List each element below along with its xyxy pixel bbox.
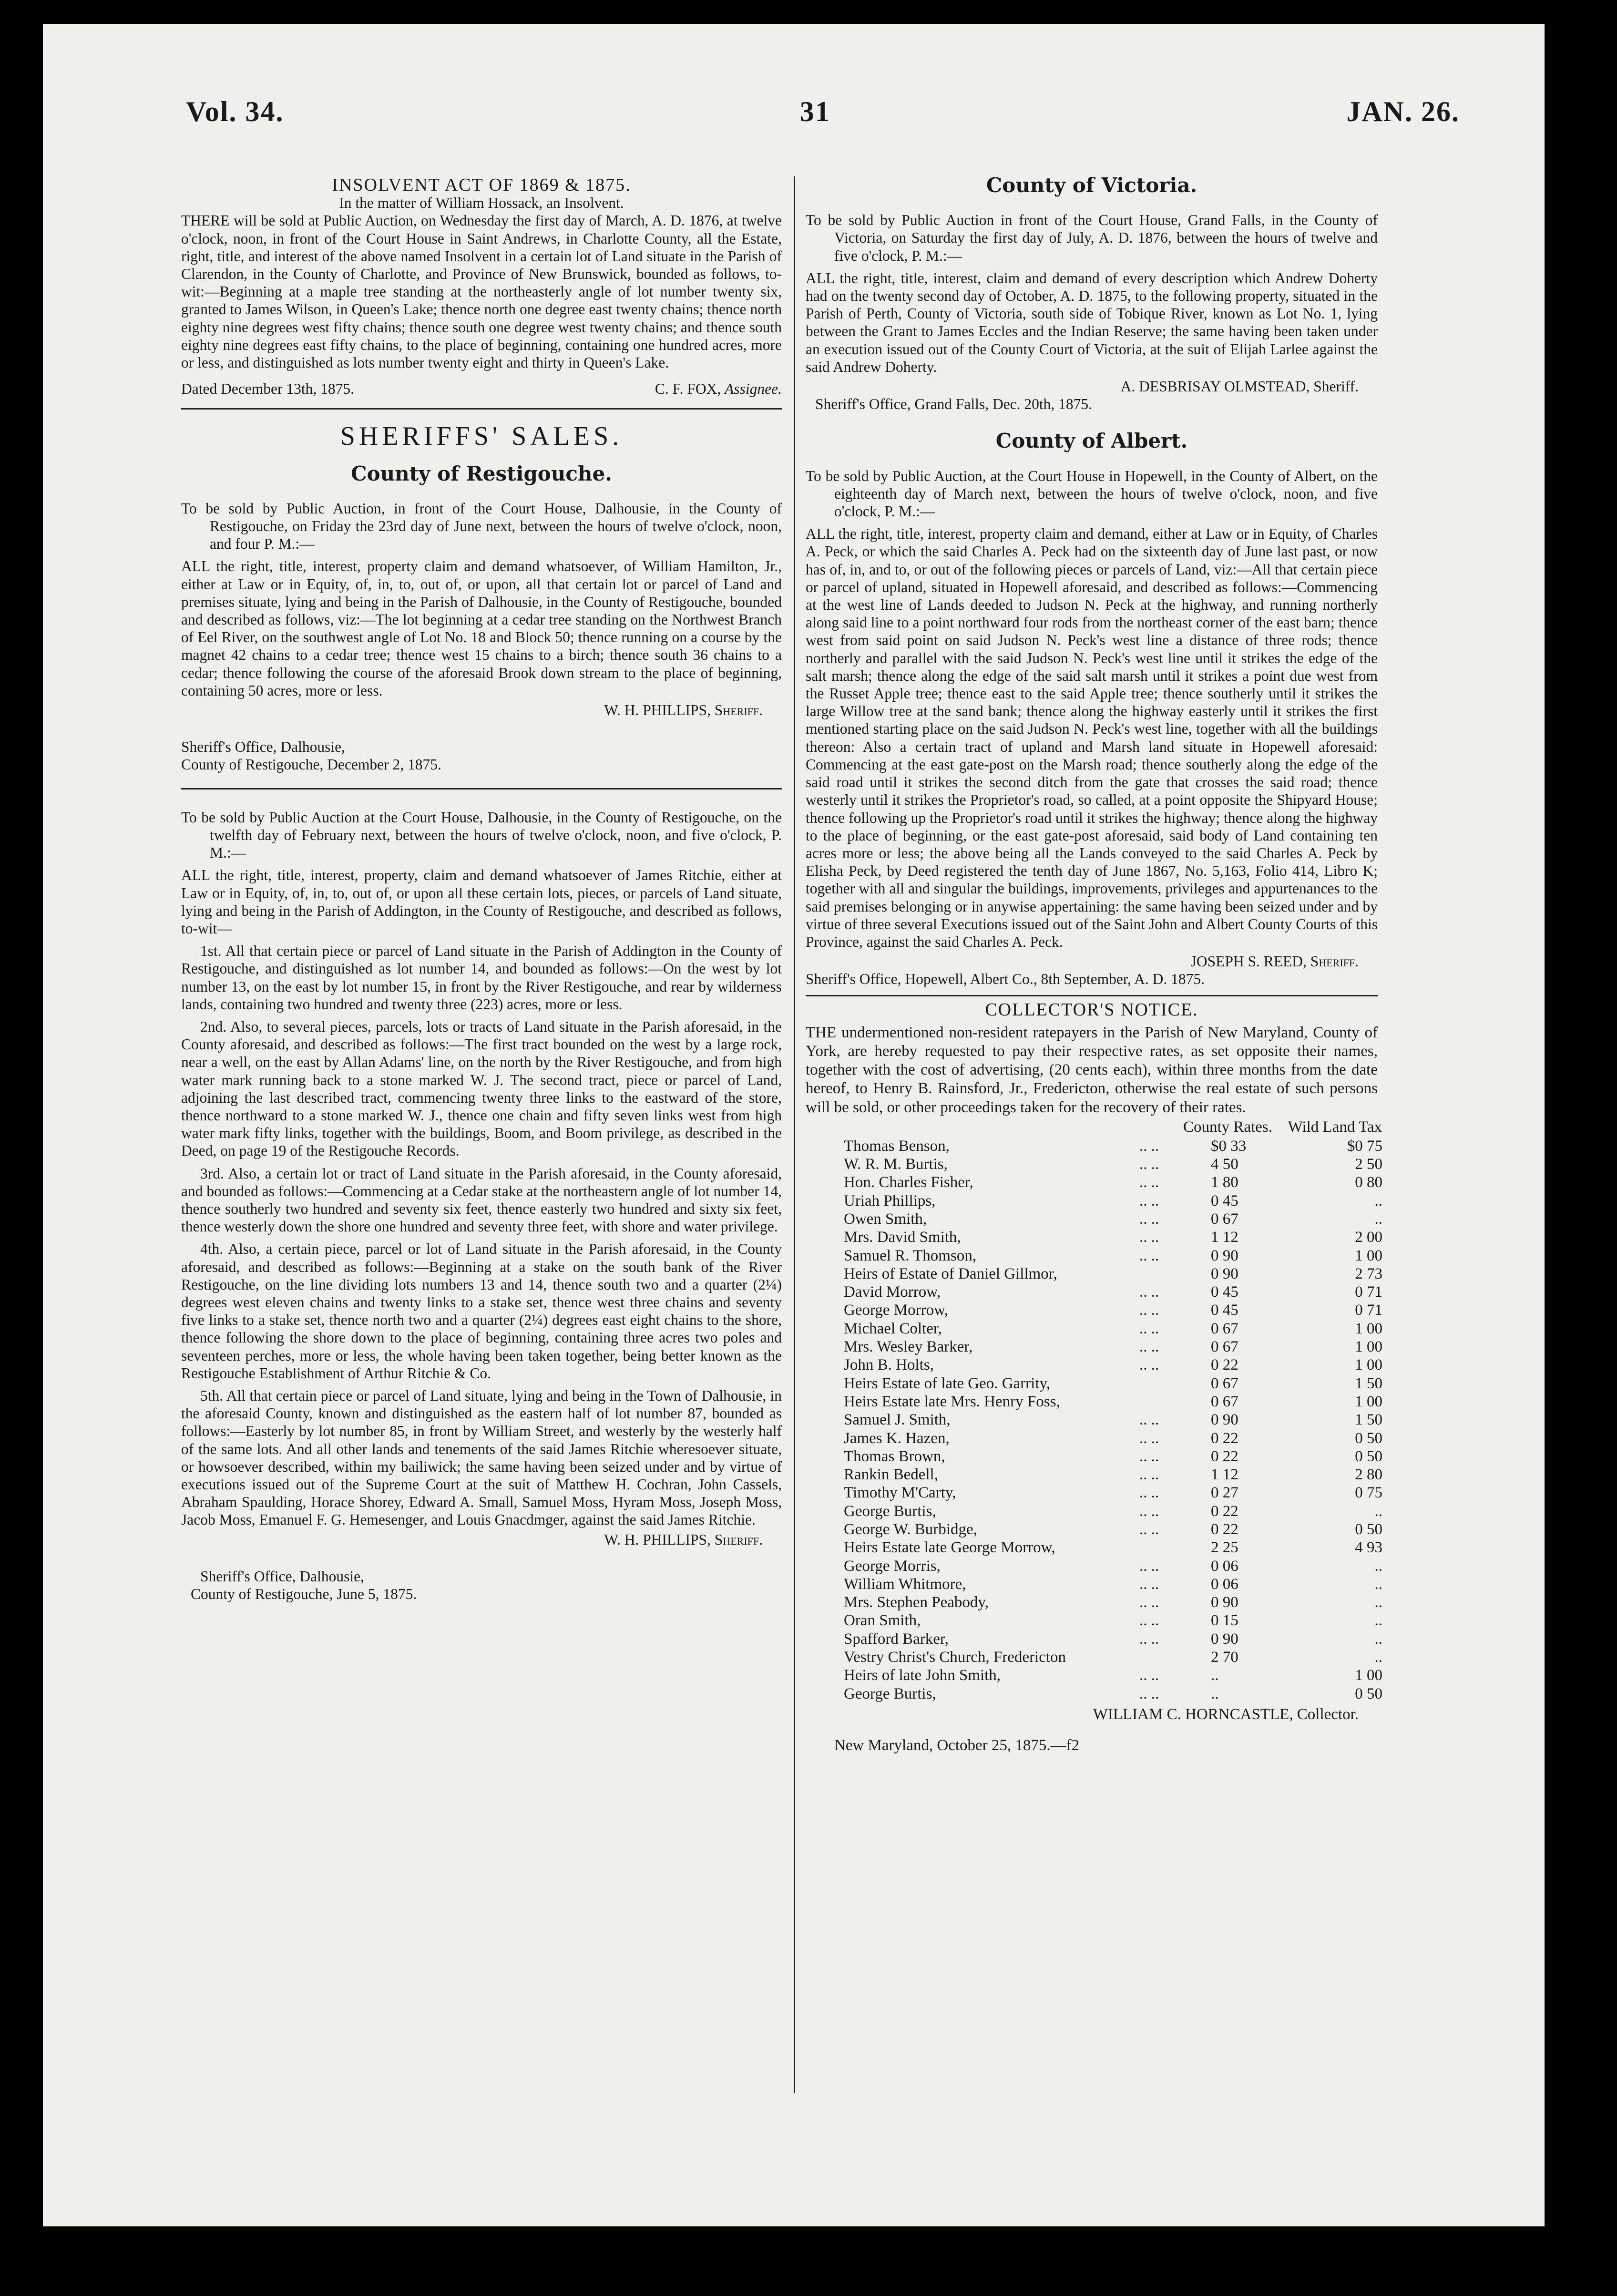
leader-dots: .. ..	[1139, 1247, 1159, 1264]
table-row	[844, 1520, 1382, 1538]
table-row	[844, 1666, 1382, 1684]
victoria-notice	[806, 176, 1378, 413]
leader-dots: .. ..	[1139, 1466, 1159, 1484]
sheriff-signature	[806, 953, 1378, 970]
collectors-notice-title: COLLECTOR'S NOTICE.	[985, 999, 1198, 1020]
leader-dots: .. ..	[1139, 1594, 1159, 1611]
leader-dots: .. ..	[1139, 1137, 1159, 1155]
collector-dated: New Maryland, October 25, 1875.—f2	[834, 1737, 1080, 1754]
wild-land-tax: ..	[1374, 1210, 1382, 1228]
table-row	[844, 1155, 1382, 1173]
leader-dots: .. ..	[1139, 1612, 1159, 1630]
insolvent-assignee	[655, 380, 782, 398]
county-rate: 0 90	[1211, 1265, 1238, 1282]
ratepayer-name: Mrs. Stephen Peabody,	[844, 1594, 989, 1611]
wild-land-tax: ..	[1374, 1594, 1382, 1611]
insolvent-signature-row	[181, 380, 782, 398]
county-rate: 0 67	[1211, 1338, 1238, 1356]
insolvent-notice	[181, 176, 782, 398]
left-column	[181, 176, 782, 1603]
wild-land-tax: 2 73	[1355, 1265, 1382, 1282]
parcel-5: 5th. All that certain piece or parcel of Land situate, lying and being in the Town of Dalhousie, in the aforesaid County, known and distinguished as the eastern half of lot number 87, bounded as follows:—Easterly by lot number 85, in front by William Street, and westerly by the westerly half of the same lots. And all other lands and tenements of the said James Ritchie wheresoever situate, or howsoever described, within my bailiwick; the same having been seized under and by virtue of executions issued out of the Supreme Court at the suit of Matthew H. Cochran, John Cassels, Abraham Spaulding, Horace Shorey, Edward A. Small, Samuel Moss, Hyram Moss, Joseph Moss, Jacob Moss, Emanuel F. G. Hemesenger, and Louis Gnacdmger, against the said James Ritchie.	[181, 1387, 782, 1528]
county-rate: 0 22	[1211, 1429, 1238, 1447]
wild-land-tax: 1 00	[1355, 1320, 1382, 1337]
leader-dots: .. ..	[1139, 1447, 1159, 1465]
wild-land-tax: 0 50	[1355, 1520, 1382, 1538]
wild-land-tax: 1 00	[1355, 1247, 1382, 1264]
wild-land-tax: 1 50	[1355, 1411, 1382, 1429]
wild-land-tax: ..	[1374, 1575, 1382, 1593]
wild-land-tax: ..	[1374, 1630, 1382, 1648]
ratepayer-name: Samuel J. Smith,	[844, 1411, 951, 1429]
sale-body: ALL the right, title, interest, claim and demand of every description which Andrew Doherty had on the twenty second day of October, A. D. 1875, to the following property, situated in the Parish of Perth, County of Victoria, south side of Tobique River, known as Lot No. 1, lying between the Grant to James Eccles and the Indian Reserve; the same having been taken under an execution issued out of the County Court of Victoria, at the suit of Elijah Larlee against the said Andrew Doherty.	[806, 269, 1378, 375]
ratepayer-name: Heirs Estate of late Geo. Garrity,	[844, 1374, 1051, 1392]
ratepayer-name: George Morrow,	[844, 1302, 949, 1319]
table-row	[844, 1247, 1382, 1265]
wild-land-tax: 0 50	[1355, 1447, 1382, 1465]
sheriff-title: Sheriff.	[714, 1531, 763, 1548]
county-rate: $0 33	[1211, 1137, 1247, 1155]
wild-land-tax: 0 71	[1355, 1283, 1382, 1301]
collectors-notice-body: THE undermentioned non-resident ratepayers in the Parish of New Maryland, County of York, are hereby requested to pay their respective rates, as set opposite their names, together with the cost of advertising, (20 cents each), within three months from the date hereof, to Henry B. Rainsford, Jr., Fredericton, otherwise the real estate of such persons will be sold, or other proceedings taken for the recovery of their rates.	[806, 1024, 1378, 1116]
county-rate: 2 25	[1211, 1539, 1238, 1557]
wild-land-tax: 0 50	[1355, 1429, 1382, 1447]
leader-dots	[1139, 1648, 1211, 1666]
sale-intro: To be sold by Public Auction, at the Court House in Hopewell, in the County of Albert, on the eighteenth day of March next, between the hours of twelve o'clock, noon, and five o'clock, P. M.:—	[806, 467, 1378, 520]
restigouche-sale-1	[181, 500, 782, 774]
insolvent-matter: In the matter of William Hossack, an Insolvent.	[339, 195, 624, 212]
county-rate: ..	[1211, 1667, 1219, 1684]
table-row	[844, 1630, 1382, 1648]
leader-dots: .. ..	[1139, 1229, 1159, 1246]
leader-dots: .. ..	[1139, 1210, 1159, 1228]
insolvent-body: THERE will be sold at Public Auction, on Wednesday the first day of March, A. D. 1876, at twelve o'clock, noon, in front of the Court House in Saint Andrews, in Charlotte County, all the Estate, right, title, and interest of the above named Insolvent in a certain lot of Land situate in the Parish of Clarendon, in the County of Charlotte, and Province of New Brunswick, bounded as follows, to-wit:—Beginning at a maple tree standing at the northeasterly angle of lot number twenty six, granted to James Wilson, in Queen's Lake; thence north one degree east twenty chains; thence north eighty nine degrees west fifty chains; thence south one degree west twenty chains; and thence south eighty nine degrees east fifty chains, to the place of beginning, containing one hundred acres, more or less, and distinguished as lots number twenty eight and thirty in Queen's Lake.	[181, 212, 782, 371]
county-rate: 0 27	[1211, 1484, 1238, 1502]
county-rate: 0 67	[1211, 1320, 1238, 1337]
restigouche-sale-2	[181, 809, 782, 1603]
table-row	[844, 1192, 1382, 1210]
assignee-name: C. F. FOX,	[655, 380, 721, 398]
leader-dots: .. ..	[1139, 1338, 1159, 1356]
ratepayer-name: George Burtis,	[844, 1685, 936, 1702]
section-rule	[181, 788, 782, 789]
wild-land-tax: 1 50	[1355, 1374, 1382, 1392]
county-rate: 1 12	[1211, 1229, 1238, 1246]
sheriff-office-line: Sheriff's Office, Grand Falls, Dec. 20th, 1875.	[815, 396, 1093, 413]
collector-signature: WILLIAM C. HORNCASTLE, Collector.	[1093, 1705, 1359, 1723]
sheriff-office-line: Sheriff's Office, Hopewell, Albert Co., 8th September, A. D. 1875.	[806, 971, 1205, 988]
sheriff-name: W. H. PHILLIPS,	[604, 1531, 711, 1548]
assignee-title: Assignee.	[725, 380, 782, 398]
sale-intro: To be sold by Public Auction, in front of the Court House, Dalhousie, in the County of Restigouche, on Friday the 23rd day of June next, between the hours of twelve o'clock, noon, and four P. M.:—	[181, 500, 782, 553]
sale-intro: To be sold by Public Auction at the Court House, Dalhousie, in the County of Restigouche, on the twelfth day of February next, between the hours of twelve o'clock, noon, and five o'clock, P. M.:—	[181, 809, 782, 861]
ratepayer-name: Heirs of Estate of Daniel Gillmor,	[844, 1265, 1057, 1282]
wild-land-tax: $0 75	[1347, 1137, 1382, 1155]
table-row	[844, 1447, 1382, 1466]
parcel-1: 1st. All that certain piece or parcel of Land situate in the Parish of Addington in the County of Restigouche, and distinguished as lot number 14, and bounded as follows:—On the west by lot number 13, on the east by lot number 15, in front by the River Restigouche, and rear by wilderness lands, containing two hundred and twenty three (223) acres, more or less.	[181, 943, 782, 1013]
table-row	[844, 1557, 1382, 1575]
leader-dots: .. ..	[1139, 1667, 1159, 1684]
county-rate: 0 67	[1211, 1210, 1238, 1228]
collectors-notice	[806, 999, 1382, 1755]
leader-dots: .. ..	[1139, 1685, 1159, 1702]
albert-notice	[806, 429, 1378, 988]
wild-land-tax: 1 00	[1355, 1667, 1382, 1684]
table-row	[844, 1301, 1382, 1319]
table-row	[844, 1210, 1382, 1228]
leader-dots	[1139, 1265, 1211, 1283]
ratepayer-name: Oran Smith,	[844, 1612, 921, 1630]
leader-dots: .. ..	[1139, 1411, 1159, 1429]
sale-body: ALL the right, title, interest, property claim and demand, either at Law or in Equity, of Charles A. Peck, or which the said Charles A. Peck had on the sixteenth day of June last past, or now has of, in, and to, or out of the following pieces or parcels of Land, viz:—All that certain piece or parcel of upland, situated in Hopewell aforesaid, and described as follows:—Commencing at the west line of Lands deeded to Judson N. Peck at the highway, and running northerly along said line to a point northward four rods from the northeast corner of the east barn; thence west from said point on said Judson N. Peck's west line a distance of three rods; thence northerly and parallel with the said Judson N. Peck's west line until it strikes the edge of the salt marsh; thence along the edge of the said salt marsh until it strikes a point due west from the Russet Apple tree; thence east to the said Apple tree; thence southerly until it strikes the large Willow tree at the sand bank; thence along the highway easterly until it strikes the first mentioned starting place on the said Judson N. Peck's west line, together with all the buildings thereon: Also a certain tract of upland and Marsh land situate in Hopewell aforesaid: Commencing at the east gate-post on the Marsh road; thence southerly along the edge of the said road until it strikes the second ditch from the gate that crosses the said road; thence westerly until it strikes the Proprietor's road, so called, at a point opposite the Shipyard House; thence following up the Proprietor's road until it strikes the highway; thence along the highway to the place of beginning, or the east gate-post aforesaid, said body of Land containing ten acres more or less; the above being all the Lands conveyed to the said Charles A. Peck by Elisha Peck, by Deed registered the tenth day of June 1867, No. 5,163, Folio 414, Libro K; together with all and singular the buildings, improvements, privileges and appurtenances to the said premises belonging or in anywise appertaining: the same having been seized under and by virtue of three several Executions issued out of the Saint John and Albert County Courts of this Province, against the said Charles A. Peck.	[806, 525, 1378, 950]
county-rate: 0 15	[1211, 1612, 1238, 1630]
county-rate: 0 90	[1211, 1247, 1238, 1264]
rates-table-body	[844, 1137, 1382, 1703]
leader-dots: .. ..	[1139, 1156, 1159, 1173]
county-rate: 0 90	[1211, 1594, 1238, 1611]
sheriffs-sales-title: SHERIFFS' SALES.	[340, 421, 623, 451]
table-row	[844, 1575, 1382, 1593]
sheriff-office-line: Sheriff's Office, Dalhousie,	[200, 1568, 364, 1585]
leader-dots: .. ..	[1139, 1174, 1159, 1191]
wild-land-tax: 1 00	[1355, 1393, 1382, 1410]
leader-dots: .. ..	[1139, 1502, 1159, 1520]
table-row	[844, 1137, 1382, 1155]
leader-dots	[1139, 1393, 1211, 1411]
table-row	[844, 1593, 1382, 1611]
county-rates-header: County Rates.	[1183, 1118, 1272, 1136]
wild-land-tax: 2 80	[1355, 1466, 1382, 1484]
wild-land-tax: 1 00	[1355, 1356, 1382, 1374]
sheriff-office-date: County of Restigouche, December 2, 1875.	[181, 756, 441, 773]
table-row	[844, 1265, 1382, 1283]
leader-dots: .. ..	[1139, 1484, 1159, 1502]
county-rate: 0 22	[1211, 1356, 1238, 1374]
county-albert-heading: County of Albert.	[995, 429, 1188, 453]
column-divider	[794, 176, 795, 2093]
leader-dots: .. ..	[1139, 1520, 1159, 1538]
wild-land-tax-header: Wild Land Tax	[1288, 1118, 1382, 1136]
table-row	[844, 1338, 1382, 1356]
wild-land-tax: 0 80	[1355, 1174, 1382, 1191]
right-column	[806, 174, 1382, 1754]
table-row	[844, 1484, 1382, 1502]
wild-land-tax: ..	[1374, 1192, 1382, 1210]
ratepayer-name: James K. Hazen,	[844, 1429, 950, 1447]
ratepayer-name: Samuel R. Thomson,	[844, 1247, 977, 1264]
ratepayer-name: Mrs. Wesley Barker,	[844, 1338, 973, 1356]
ratepayer-name: William Whitmore,	[844, 1575, 966, 1593]
table-row	[844, 1611, 1382, 1630]
county-rate: 4 50	[1211, 1156, 1238, 1173]
rates-table	[844, 1117, 1382, 1703]
sheriff-signature	[181, 1531, 782, 1548]
sheriff-title: Sheriff.	[714, 702, 763, 719]
table-row	[844, 1374, 1382, 1393]
county-rate: 0 22	[1211, 1447, 1238, 1465]
table-row	[844, 1502, 1382, 1520]
county-rate: 0 45	[1211, 1192, 1238, 1210]
ratepayer-name: Uriah Phillips,	[844, 1192, 936, 1210]
sale-intro: To be sold by Public Auction in front of the Court House, Grand Falls, in the County of Victoria, on Saturday the first day of July, A. D. 1876, between the hours of twelve and five o'clock, P. M.:—	[806, 212, 1378, 264]
ratepayer-name: Spafford Barker,	[844, 1630, 949, 1648]
wild-land-tax: 0 75	[1355, 1484, 1382, 1502]
sale-body: ALL the right, title, interest, property claim and demand whatsoever, of William Hamilton, Jr., either at Law or in Equity, of, in, to, out of, or upon, all that certain lot or parcel of Land and premises situate, lying and being in the Parish of Dalhousie, in the County of Restigouche, bounded and described as follows, viz:—The lot beginning at a cedar tree standing on the Northwest Branch of Eel River, on the southwest angle of Lot No. 18 and Block 50; thence running on a course by the magnet 42 chains to a cedar tree; thence west 15 chains to a birch; thence south 36 chains to a cedar; thence following the course of the aforesaid Brook down stream to the place of beginning, containing 50 acres, more or less.	[181, 558, 782, 699]
ratepayer-name: Owen Smith,	[844, 1210, 927, 1228]
ratepayer-name: Michael Colter,	[844, 1320, 942, 1337]
ratepayer-name: Thomas Brown,	[844, 1447, 945, 1465]
table-row	[844, 1320, 1382, 1338]
wild-land-tax: ..	[1374, 1557, 1382, 1575]
insolvent-title: INSOLVENT ACT OF 1869 & 1875.	[332, 175, 631, 195]
ratepayer-name: George W. Burbidge,	[844, 1520, 977, 1538]
ratepayer-name: John B. Holts,	[844, 1356, 934, 1374]
page-number: 31	[799, 96, 830, 127]
leader-dots	[1139, 1374, 1211, 1393]
page-header	[186, 95, 1460, 148]
leader-dots: .. ..	[1139, 1302, 1159, 1319]
sheriff-signature: A. DESBRISAY OLMSTEAD, Sheriff.	[1120, 378, 1359, 395]
section-rule	[806, 995, 1378, 996]
section-rule	[181, 408, 782, 410]
ratepayer-name: George Burtis,	[844, 1502, 936, 1520]
wild-land-tax: ..	[1374, 1649, 1382, 1666]
ratepayer-name: Vestry Christ's Church, Fredericton	[844, 1649, 1066, 1666]
volume-number: Vol. 34.	[186, 96, 284, 127]
ratepayer-name: Thomas Benson,	[844, 1137, 950, 1155]
leader-dots: .. ..	[1139, 1630, 1159, 1648]
sheriff-name: W. H. PHILLIPS,	[604, 702, 711, 719]
table-row	[844, 1356, 1382, 1374]
county-rate: ..	[1211, 1685, 1219, 1702]
wild-land-tax: 0 71	[1355, 1302, 1382, 1319]
table-row	[844, 1283, 1382, 1301]
county-rate: 0 67	[1211, 1393, 1238, 1410]
wild-land-tax: 0 50	[1355, 1685, 1382, 1702]
parcel-4: 4th. Also, a certain piece, parcel or lot of Land situate in the Parish aforesaid, in the County aforesaid, and described as follows:—Beginning at a stake on the south bank of the River Restigouche, on the line dividing lots numbers 13 and 14, thence south two and a quarter (2¼) degrees west eleven chains and twenty links to a stake set, thence west three chains and seventy five links to a stake set, thence north two and a quarter (2¼) degrees east eight chains to the shore, thence following the shore down to the place of beginning, containing three acres two poles and seventeen perches, more or less, the whole having been taken together, being better known as the Restigouche Establishment of Arthur Ritchie & Co.	[181, 1240, 782, 1382]
sheriff-name: JOSEPH S. REED,	[1190, 953, 1307, 970]
county-rate: 0 67	[1211, 1374, 1238, 1392]
county-rate: 0 45	[1211, 1283, 1238, 1301]
issue-date: JAN. 26.	[1346, 96, 1460, 127]
ratepayer-name: Hon. Charles Fisher,	[844, 1174, 973, 1191]
table-row	[844, 1411, 1382, 1429]
leader-dots: .. ..	[1139, 1320, 1159, 1337]
parcel-2: 2nd. Also, to several pieces, parcels, lots or tracts of Land situate in the Parish aforesaid, in the County aforesaid, and described as follows:—The first tract bounded on the west by a large rock, near a well, on the east by Allan Adams' line, on the north by the River Restigouche, and from high water mark running back to a stone marked W. J. The second tract, piece or parcel of Land, adjoining the last described tract, commencing twenty three links to the eastward of the store, thence northward to a stone marked W. J., thence one chain and fifty seven links west from high water mark fifty links, together with the buildings, Boom, and Boom privilege, as described in the Deed, on page 19 of the Restigouche Records.	[181, 1018, 782, 1159]
ratepayer-name: Mrs. David Smith,	[844, 1229, 961, 1246]
county-rate: 0 90	[1211, 1411, 1238, 1429]
wild-land-tax: 2 00	[1355, 1229, 1382, 1246]
table-row	[844, 1228, 1382, 1246]
wild-land-tax: ..	[1374, 1502, 1382, 1520]
ratepayer-name: Heirs Estate late George Morrow,	[844, 1539, 1055, 1557]
county-rate: 0 22	[1211, 1520, 1238, 1538]
leader-dots: .. ..	[1139, 1429, 1159, 1447]
county-rate: 0 90	[1211, 1630, 1238, 1648]
ratepayer-name: Heirs Estate late Mrs. Henry Foss,	[844, 1393, 1060, 1410]
table-row	[844, 1393, 1382, 1411]
table-row	[844, 1685, 1382, 1703]
table-row	[844, 1466, 1382, 1484]
ratepayer-name: Timothy M'Carty,	[844, 1484, 956, 1502]
ratepayer-name: W. R. M. Burtis,	[844, 1156, 948, 1173]
leader-dots: .. ..	[1139, 1283, 1159, 1301]
table-row	[844, 1429, 1382, 1447]
parcel-3: 3rd. Also, a certain lot or tract of Land situate in the Parish aforesaid, in the County aforesaid, and bounded as follows:—Commencing at a Cedar stake at the northeastern angle of lot number 14, thence southerly two hundred and seventy six feet, thence easterly two hundred and sixty six feet, thence westerly down the shore one hundred and seventy three feet, with shore and water privilege.	[181, 1165, 782, 1235]
ratepayer-name: Rankin Bedell,	[844, 1466, 938, 1484]
leader-dots: .. ..	[1139, 1575, 1159, 1593]
leader-dots: .. ..	[1139, 1557, 1159, 1575]
county-rate: 1 12	[1211, 1466, 1238, 1484]
county-rate: 2 70	[1211, 1649, 1238, 1666]
wild-land-tax: ..	[1374, 1612, 1382, 1630]
county-victoria-heading: County of Victoria.	[986, 174, 1197, 197]
sheriff-office-line: Sheriff's Office, Dalhousie,	[181, 738, 345, 756]
county-rate: 0 06	[1211, 1557, 1238, 1575]
leader-dots: .. ..	[1139, 1192, 1159, 1210]
ratepayer-name: George Morris,	[844, 1557, 941, 1575]
sheriff-signature	[181, 701, 782, 719]
insolvent-dated: Dated December 13th, 1875.	[181, 380, 355, 398]
wild-land-tax: 4 93	[1355, 1539, 1382, 1557]
wild-land-tax: 1 00	[1355, 1338, 1382, 1356]
ratepayer-name: Heirs of late John Smith,	[844, 1667, 1001, 1684]
leader-dots	[1139, 1538, 1211, 1557]
county-restigouche-heading: County of Restigouche.	[351, 461, 612, 485]
table-row	[844, 1173, 1382, 1191]
wild-land-tax: 2 50	[1355, 1156, 1382, 1173]
table-row	[844, 1538, 1382, 1557]
leader-dots: .. ..	[1139, 1356, 1159, 1374]
county-rate: 0 06	[1211, 1575, 1238, 1593]
county-rate: 0 45	[1211, 1302, 1238, 1319]
sheriff-title: Sheriff.	[1310, 953, 1359, 970]
table-row	[844, 1648, 1382, 1666]
county-rate: 0 22	[1211, 1502, 1238, 1520]
county-rate: 1 80	[1211, 1174, 1238, 1191]
ratepayer-name: David Morrow,	[844, 1283, 941, 1301]
sale-body: ALL the right, title, interest, property, claim and demand whatsoever of James Ritchie, either at Law or in Equity, of, in, to, out of, or upon all these certain lots, pieces, or parcels of Land situate, lying and being in the Parish of Addington, in the County of Restigouche, and described as follows, to-wit—	[181, 867, 782, 937]
sheriff-office-date: County of Restigouche, June 5, 1875.	[191, 1586, 417, 1603]
